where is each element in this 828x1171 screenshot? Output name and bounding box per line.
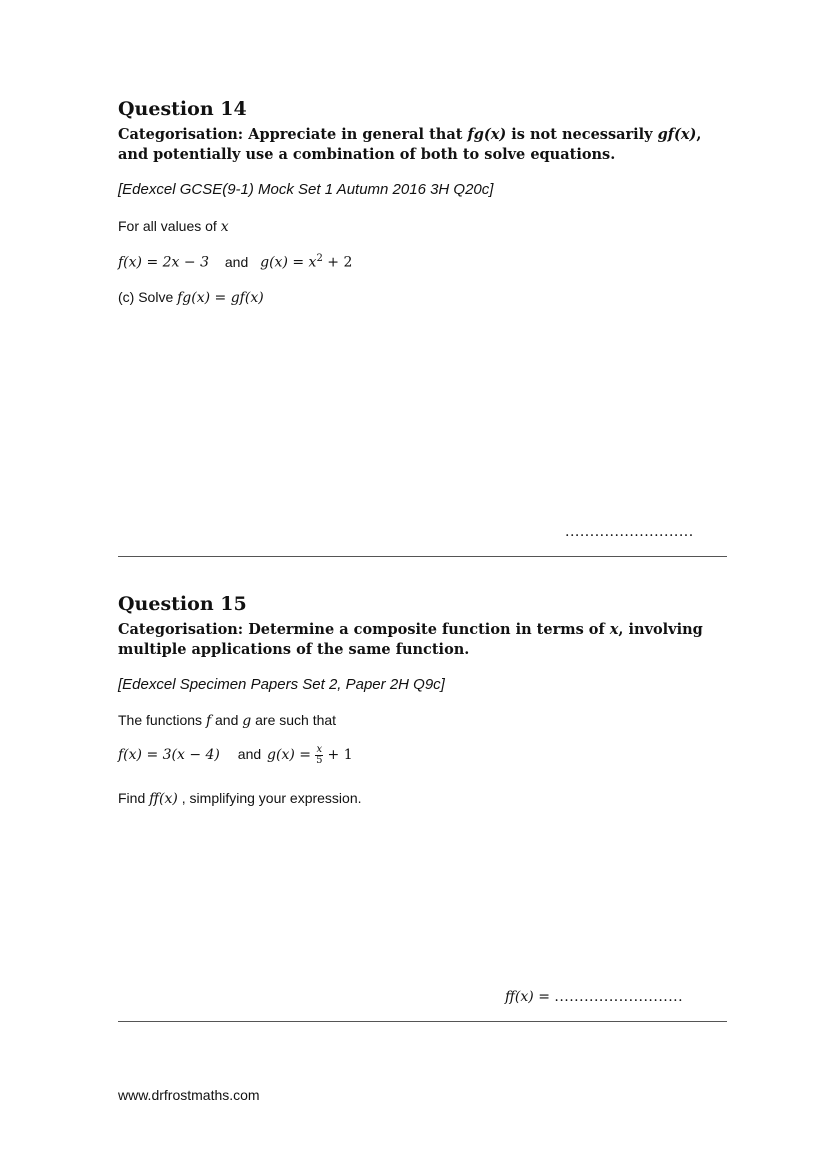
intro-var: x — [220, 219, 229, 235]
g-exponent: 2 — [316, 253, 323, 264]
answer-line-q15[interactable] — [505, 988, 683, 1006]
question-15-categorisation — [118, 620, 718, 660]
question-15-definitions — [118, 745, 353, 766]
find-text: , simplifying your expression. — [177, 790, 362, 806]
question-14-title: Question 14 — [118, 98, 247, 120]
and-text: and — [237, 746, 262, 763]
footer-url[interactable]: www.drfrostmaths.com — [118, 1087, 260, 1103]
intro-text: and — [211, 712, 243, 728]
divider — [118, 556, 727, 557]
answer-dots[interactable]: .......................... — [554, 989, 684, 1005]
divider — [118, 1021, 727, 1022]
cat-math-x: x — [609, 621, 619, 638]
cat-text: , and potentially use a combination of both to solve equations. — [118, 126, 702, 163]
g-definition: g(x) = x — [260, 254, 317, 271]
intro-g: g — [242, 713, 252, 729]
cat-math-gf: gf(x) — [657, 126, 697, 143]
question-15-title: Question 15 — [118, 593, 247, 615]
cat-text: Categorisation: Determine a composite function in terms of — [118, 621, 610, 638]
question-14-part-c — [118, 289, 264, 306]
g-definition: g(x) = — [267, 747, 316, 764]
f-definition: f(x) = 2x − 3 — [118, 254, 209, 271]
cat-text: , involving multiple applications of the same function. — [118, 621, 703, 658]
intro-text: The functions — [118, 712, 206, 728]
question-15-find — [118, 790, 362, 807]
question-14-intro — [118, 218, 229, 235]
answer-label: ff(x) = — [505, 989, 555, 1005]
cat-text: Categorisation: Appreciate in general that — [118, 126, 468, 143]
f-definition: f(x) = 3(x − 4) — [118, 747, 220, 764]
g-definition-tail: + 2 — [322, 254, 353, 271]
question-14-categorisation — [118, 125, 718, 165]
question-14-source: [Edexcel GCSE(9-1) Mock Set 1 Autumn 2016 3H Q20c] — [118, 181, 494, 198]
intro-text: For all values of — [118, 218, 221, 234]
and-text: and — [224, 253, 249, 270]
g-definition-tail: + 1 — [323, 747, 353, 764]
question-15-source: [Edexcel Specimen Papers Set 2, Paper 2H Q9c] — [118, 676, 445, 693]
intro-text: are such that — [251, 712, 337, 728]
intro-f: f — [205, 713, 212, 729]
cat-text: is not necessarily — [506, 126, 658, 143]
fraction-denominator: 5 — [316, 755, 323, 766]
g-fraction — [315, 745, 323, 766]
question-15-intro — [118, 712, 336, 729]
fraction-numerator: x — [316, 744, 323, 755]
question-14-definitions — [118, 253, 352, 271]
find-text: Find — [118, 790, 150, 806]
find-ff: ff(x) — [149, 791, 178, 807]
part-label: (c) Solve — [118, 289, 178, 305]
cat-math-fg: fg(x) — [467, 126, 507, 143]
part-equation: fg(x) = gf(x) — [177, 290, 264, 306]
answer-line-q14[interactable]: .......................... — [565, 524, 694, 540]
